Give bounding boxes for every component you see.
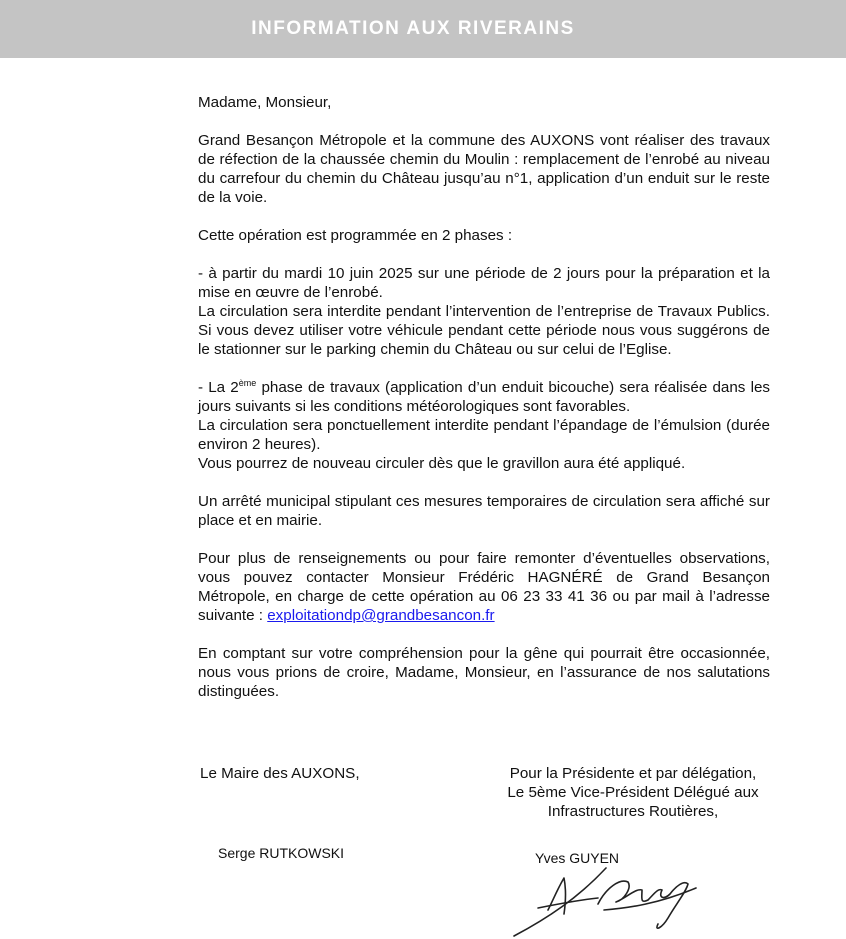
paragraph-arrete: Un arrêté municipal stipulant ces mesures temporaires de circulation sera affiché sur place et en mairie. xyxy=(198,493,770,529)
page-title: INFORMATION AUX RIVERAINS xyxy=(251,18,575,39)
paragraph-intro: Grand Besançon Métropole et la commune des AUXONS vont réaliser des travaux de réfection de la chaussée chemin du Moulin : remplacement de l’enrobé au niveau du carrefour du chemin du Château jusqu’au n°1, application d’un enduit sur le reste de la voie. xyxy=(198,132,770,206)
mayor-name: Serge RUTKOWSKI xyxy=(218,845,345,861)
phase2-prefix: - La 2 xyxy=(198,379,239,396)
phase2-superscript: ème xyxy=(238,377,257,388)
phase1-dates: - à partir du mardi 10 juin 2025 sur une période de 2 jours pour la préparation et la mise en œuvre de l’enrobé. xyxy=(198,265,770,301)
vp-line-3: Infrastructures Routières, xyxy=(547,803,719,820)
vice-president-title xyxy=(478,764,788,821)
email-link[interactable]: exploitationdp@grandbesancon.fr xyxy=(267,607,495,624)
salutation: Madame, Monsieur, xyxy=(198,94,332,111)
header-banner xyxy=(0,0,846,58)
phase2-intro xyxy=(198,378,770,416)
vp-name: Yves GUYEN xyxy=(535,850,620,866)
phase2-gravillon: Vous pourrez de nouveau circuler dès que le gravillon aura été appliqué. xyxy=(198,455,686,472)
contact-text: Pour plus de renseignements ou pour faire remonter d’éventuelles observations, vous pouvez contacter Monsieur Frédéric HAGNÉRÉ de Grand Besançon Métropole, en charge de cette opération au 06 23 33 41 36 ou par mail à l’adresse suivante : xyxy=(198,550,770,624)
phase2-circulation: La circulation sera ponctuellement interdite pendant l’épandage de l’émulsion (durée environ 2 heures). xyxy=(198,417,770,453)
paragraph-closing: En comptant sur votre compréhension pour la gêne qui pourrait être occasionnée, nous vous prions de croire, Madame, Monsieur, en l’assurance de nos salutations distinguées. xyxy=(198,645,770,700)
phase2-rest: phase de travaux (application d’un enduit bicouche) sera réalisée dans les jours suivants si les conditions météorologiques sont favorables. xyxy=(198,379,770,415)
vp-line-1: Pour la Présidente et par délégation, xyxy=(509,765,757,782)
handwritten-signature-icon xyxy=(508,858,708,938)
letter-body xyxy=(198,93,770,720)
vp-line-2: Le 5ème Vice-Président Délégué aux xyxy=(507,784,759,801)
paragraph-contact xyxy=(198,549,770,625)
mayor-title: Le Maire des AUXONS, xyxy=(200,765,360,782)
phase1-circulation: La circulation sera interdite pendant l’intervention de l’entreprise de Travaux Publics. Si vous devez utiliser votre véhicule pendant cette période nous vous suggérons de le stationner sur le parking chemin du Château ou sur celui de l’Eglise. xyxy=(198,303,770,358)
paragraph-phases: Cette opération est programmée en 2 phases : xyxy=(198,227,513,244)
